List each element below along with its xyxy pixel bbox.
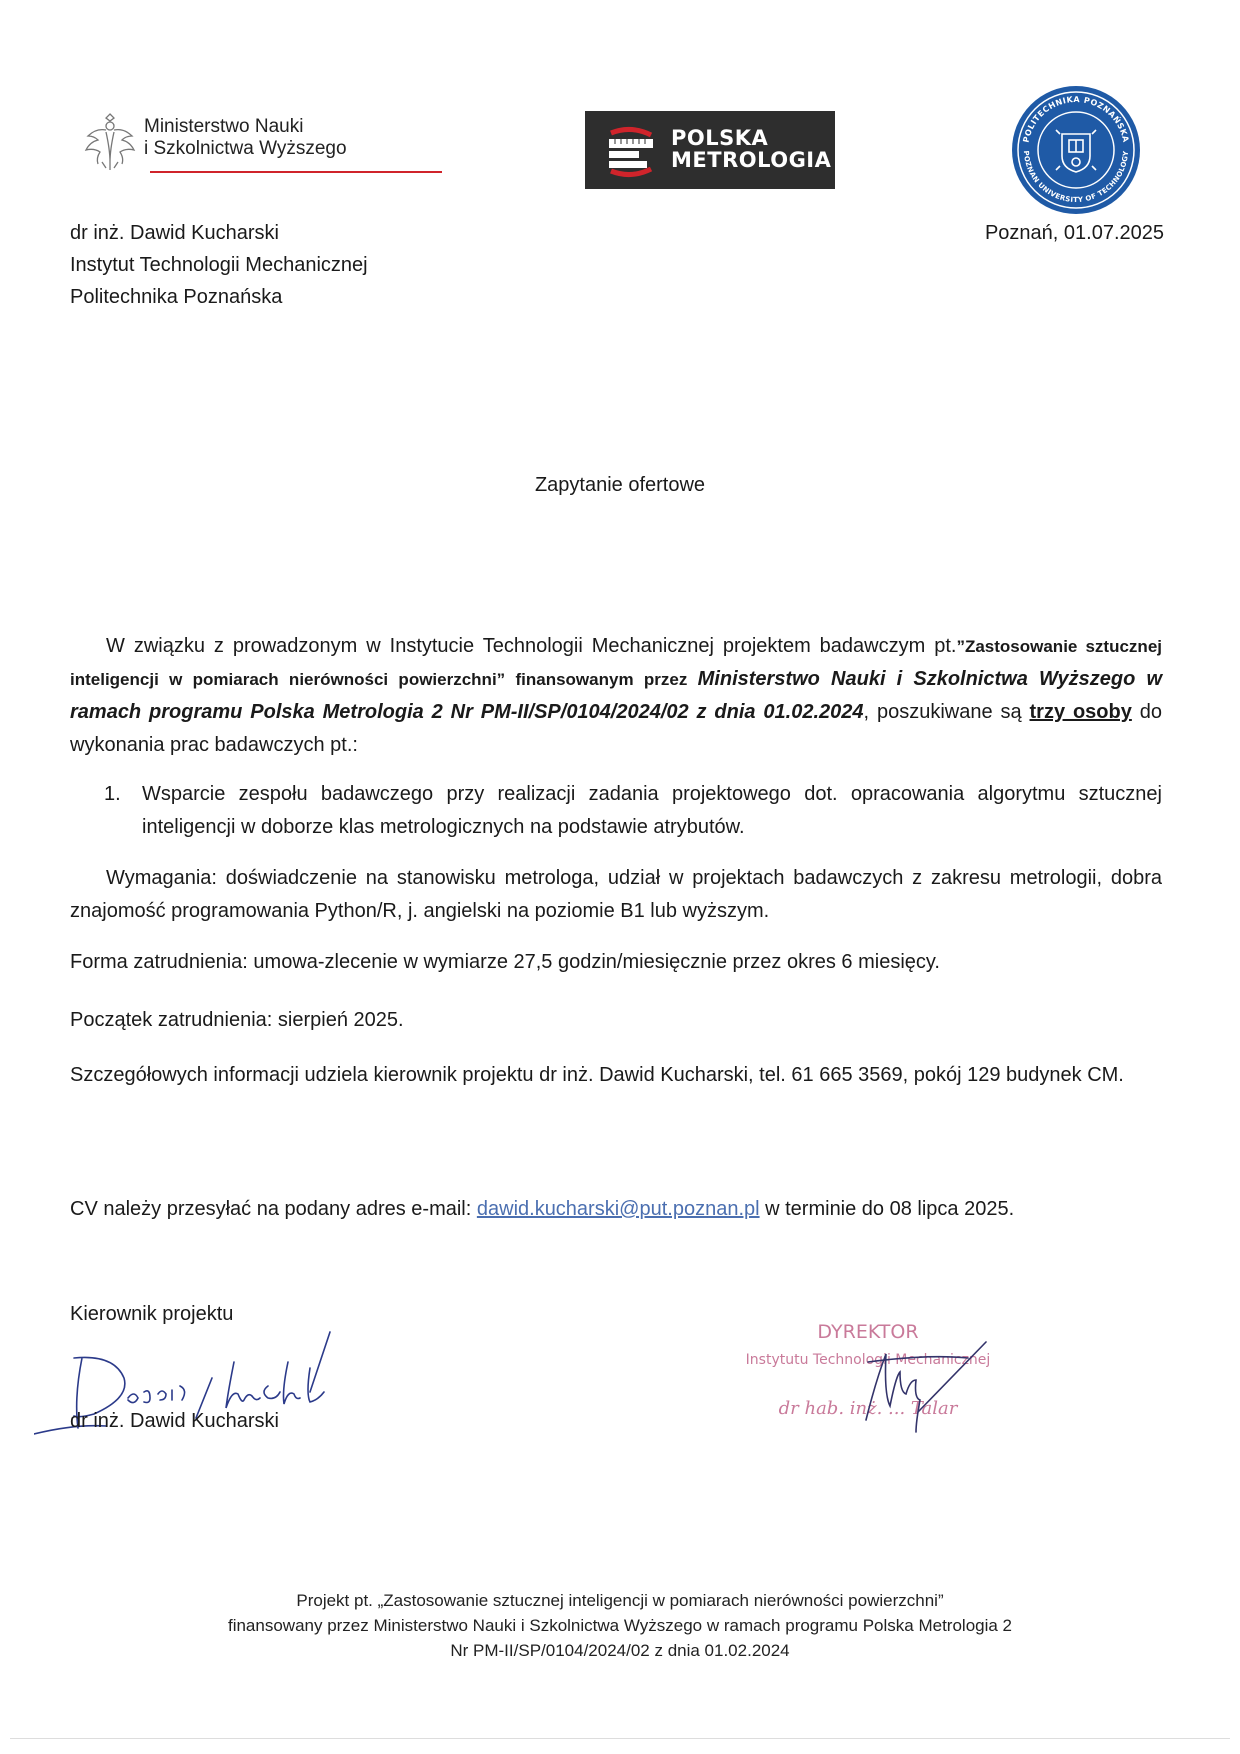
requirements-paragraph: Wymagania: doświadczenie na stanowisku metrologa, udział w projektach badawczych z zakresu metrologii, dobra znajomość programowania Python/R, j. angielski na poziomie B1 lub wyższym. [70, 867, 1162, 922]
seal-top-text: POLITECHNIKA POZNAŃSKA [1021, 94, 1131, 144]
funding-source: Ministerstwo Nauki i Szkolnictwa Wyższego w ramach programu Polska Metrologia 2 Nr PM-II/SP/0104/2024/02 z dnia 01.02.2024 [70, 668, 1162, 723]
intro-paragraph [70, 630, 1162, 762]
employment-start: Początek zatrudnienia: sierpień 2025. [70, 1009, 404, 1031]
ministry-name-line1: Ministerstwo Nauki [144, 116, 304, 137]
task-list [104, 778, 1162, 844]
seal-bottom-text: POZNAN UNIVERSITY OF TECHNOLOGY [1021, 150, 1131, 205]
stamp-title: DYREKTOR [817, 1321, 919, 1343]
footer-line1: Projekt pt. „Zastosowanie sztucznej inteligencji w pomiarach nierówności powierzchni” [296, 1591, 944, 1610]
intro-text-a: W związku z prowadzonym w Instytucie Technologii Mechanicznej projektem badawczym pt. [106, 635, 957, 657]
footer-line2: finansowany przez Ministerstwo Nauki i Szkolnictwa Wyższego w ramach programu Polska Metrologia 2 [227, 1616, 1013, 1635]
employment-form: Forma zatrudnienia: umowa-zlecenie w wymiarze 27,5 godzin/miesięcznie przez okres 6 miesięcy. [70, 951, 940, 973]
contact-info: Szczegółowych informacji udziela kierownik projektu dr inż. Dawid Kucharski, tel. 61 665 3569, pokój 129 budynek CM. [70, 1064, 1124, 1086]
sender-name: dr inż. Dawid Kucharski [70, 222, 279, 244]
stamp-institute: Instytutu Technologii Mechanicznej [745, 1352, 991, 1368]
stamp-name: dr hab. inż. ... Talar [778, 1398, 958, 1419]
email-link[interactable]: dawid.kucharski@put.poznan.pl [476, 1198, 760, 1220]
signatory-name: dr inż. Dawid Kucharski [70, 1410, 279, 1432]
cv-instructions [70, 1193, 1162, 1226]
metrologia-label: METROLOGIA [671, 148, 832, 172]
ministry-name-line2: i Szkolnictwa Wyższego [144, 138, 347, 159]
list-item-text: Wsparcie zespołu badawczego przy realizacji zadania projektowego dot. opracowania algorytmu sztucznej inteligencji w doborze klas metrologicznych na podstawie atrybutów. [142, 783, 1162, 838]
sender-institute: Instytut Technologii Mechanicznej [70, 254, 368, 276]
director-stamp-icon [718, 1316, 1018, 1436]
ministry-underline [150, 171, 442, 173]
intro-text-c: finansowanym przez [505, 670, 698, 689]
sender-university: Politechnika Poznańska [70, 286, 283, 308]
polska-metrologia-logo [585, 111, 835, 189]
signature-label: Kierownik projektu [70, 1303, 234, 1325]
sender-block [70, 217, 368, 313]
intro-text-g: do wykonania prac badawczych pt.: [70, 701, 1162, 756]
eagle-emblem-icon [84, 108, 136, 172]
university-seal-icon [1010, 84, 1142, 216]
cv-text-b: w terminie do 08 lipca 2025. [759, 1198, 1015, 1220]
people-count: trzy osoby [1029, 701, 1132, 723]
intro-text-e: , poszukiwane są [863, 701, 1030, 723]
caliper-icon [603, 123, 659, 179]
cv-text-a: CV należy przesyłać na podany adres e-mail: [70, 1198, 477, 1220]
page-edge-divider [10, 1738, 1230, 1739]
document-date: Poznań, 01.07.2025 [984, 222, 1164, 244]
project-title: ”Zastosowanie sztucznej inteligencji w pomiarach nierówności powierzchni” [70, 637, 1162, 689]
footer [0, 1588, 1240, 1663]
document-title: Zapytanie ofertowe [534, 474, 706, 496]
ministry-logo [84, 108, 366, 178]
footer-line3: Nr PM-II/SP/0104/2024/02 z dnia 01.02.2024 [450, 1641, 790, 1660]
polska-label: POLSKA [671, 126, 769, 150]
list-item-number: 1. [104, 783, 121, 805]
